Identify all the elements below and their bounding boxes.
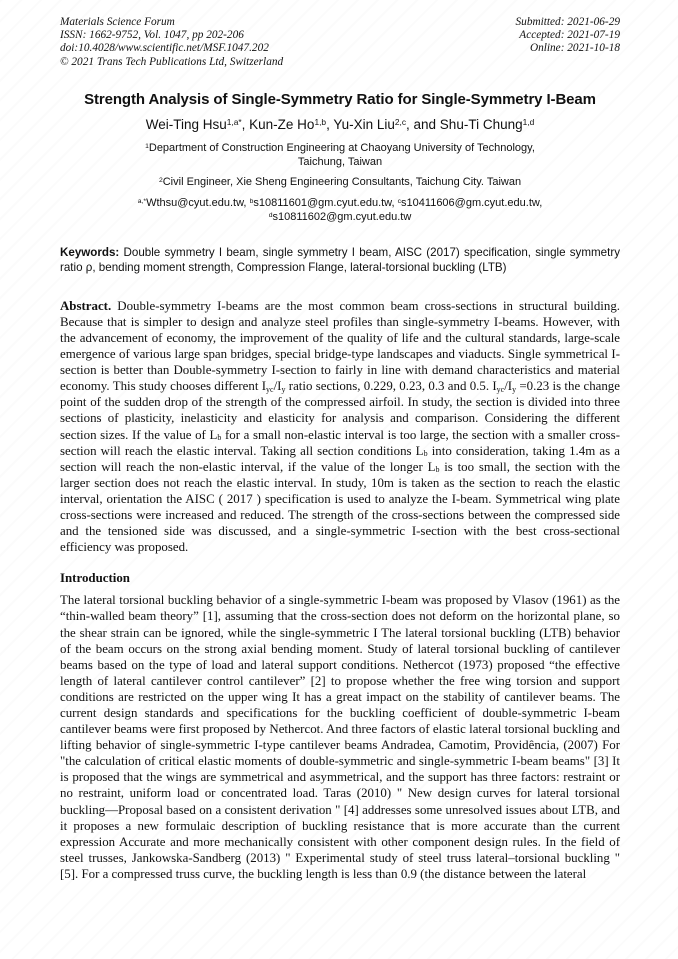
abstract-paragraph: Abstract. Double-symmetry I-beams are the most common beam cross-sections in structural building. Because that is simpler to design and analyze steel profiles than single-symmetry I-beams. However, with the advancement of economy, the improvement of the quality of life and the cultural standards, large-scale emergence of various large span bridges, special bridge-type landscapes and viaducts. Single symmetrical I-section is better than Double-symmetry I-section to fairly in line with demand characteristics and material economy. This study chooses different $I_{yc}/I_y$ ratio sections, 0.229, 0.23, 0.3 and 0.5. $I_{yc}/I_y =0.23$ is the change point of the sudden drop of the strength of the compressed airfoil. In study, the section is divided into three sections of plasticity, inelasticity and elasticity for analysis and comparison. Considering the different section sizes. If the value of $L_b$ for a small non-elastic interval is too large, the section with a smaller cross-section will reach the elastic interval. Taking all section conditions $L_b$ into consideration, taking 1.4m as a section will reach the non-elastic interval, if the value of the longer $L_b$ is too small, the section with the larger section does not reach the elastic interval. In study, 10m is taken as the section to reach the elastic interval, orientation the AISC ( 2017 ) specification is used to analyze the I-beam. Symmetrical wing plate cross-sections were increased and reduced. The strength of the cross-sections between the compressed side and the tensioned side was discussed, and a single-symmetric I-section with the best cross-sectional efficiency was proposed.: [60, 298, 620, 555]
author-emails: $^{a,*}$Wthsu@cyut.edu.tw, $^b$s10811601@gm.cyut.edu.tw, $^c$s10411606@gm.cyut.edu.tw, $^d$s10811602@gm.cyut.edu.tw: [137, 196, 543, 223]
journal-name: Materials Science Forum: [60, 16, 175, 28]
section-heading-introduction: Introduction: [60, 571, 130, 586]
submission-dates: [516, 16, 620, 69]
journal-info: [60, 16, 283, 69]
online-date: Online: 2021-10-18: [529, 42, 620, 55]
journal-copyright: © 2021 Trans Tech Publications Ltd, Switzerland: [60, 55, 284, 68]
journal-header: [60, 16, 620, 69]
introduction-paragraph: The lateral torsional buckling behavior of a single-symmetric I-beam was proposed by Vlasov (1961) as the “thin-walled beam theory” [1], assuming that the cross-section does not deform on the horizontal plane, so the shear strain can be ignored, while the single-symmetric I The lateral torsional buckling (LTB) behavior of the beam occurs on the strong axial bending moment. Study of lateral torsional buckling of cantilever beams based on the type of load and lateral support conditions. Nethercot (1973) proposed “the effective length of lateral cantilever control cantilever” [2] to propose whether the free wing torsion and support conditions are restricted on the upper wing It has a great impact on the stability of cantilever beams. The current design standards and specifications for the buckling coefficient of double-symmetric I-beam cantilever beams were first proposed by Nethercot. And three factors of elastic lateral torsional buckling and lifting behavior of single-symmetric I-type cantilever beams Andradea, Camotim, Providência, (2007) For "the calculation of critical elastic moments of double-symmetric and single-symmetric I-beam beams" [3] It is proposed that the wings are symmetrical and asymmetrical, and the support has three factors: restraint or no restraint, uniform load or concentrated load. Taras (2010) " New design curves for lateral torsional buckling—Proposal based on a consistent derivation " [4] addresses some unresolved issues about LTB, and it proposes a new formulaic description of buckling resistance that is more accurate than the current expression Accurate and more mechanically consistent with other component design rules. In the field of steel trusses, Jankowska-Sandberg (2013) " Experimental study of steel truss lateral–torsional buckling " [5]. For a compressed truss curve, the buckling length is less than 0.9 (the distance between the lateral: [60, 593, 620, 881]
authors-line: Wei-Ting Hsu$^{1,a*}$, Kun-Ze Ho$^{1,b}$, Yu-Xin Liu$^{2,c}$, and Shu-Ti Chung$^{1,d}$: [145, 116, 535, 132]
journal-doi: doi:10.4028/www.scientific.net/MSF.1047.202: [60, 42, 269, 55]
affiliation-2: $^2$Civil Engineer, Xie Sheng Engineering Consultants, Taichung City. Taiwan: [158, 175, 522, 188]
submitted-date: Submitted: 2021-06-29: [515, 16, 620, 28]
accepted-date: Accepted: 2021-07-19: [519, 29, 620, 42]
paper-title: Strength Analysis of Single-Symmetry Ratio for Single-Symmetry I-Beam: [84, 90, 596, 108]
affiliation-1: $^1$Department of Construction Engineering at Chaoyang University of Technology, Taichung, Taiwan: [145, 141, 535, 168]
journal-issn-volume: ISSN: 1662-9752, Vol. 1047, pp 202-206: [60, 29, 244, 42]
keywords-paragraph: Keywords: Double symmetry I beam, single symmetry I beam, AISC (2017) specification, single symmetry ratio ρ, bending moment strength, Compression Flange, lateral-torsional buckling (LTB): [60, 245, 620, 275]
